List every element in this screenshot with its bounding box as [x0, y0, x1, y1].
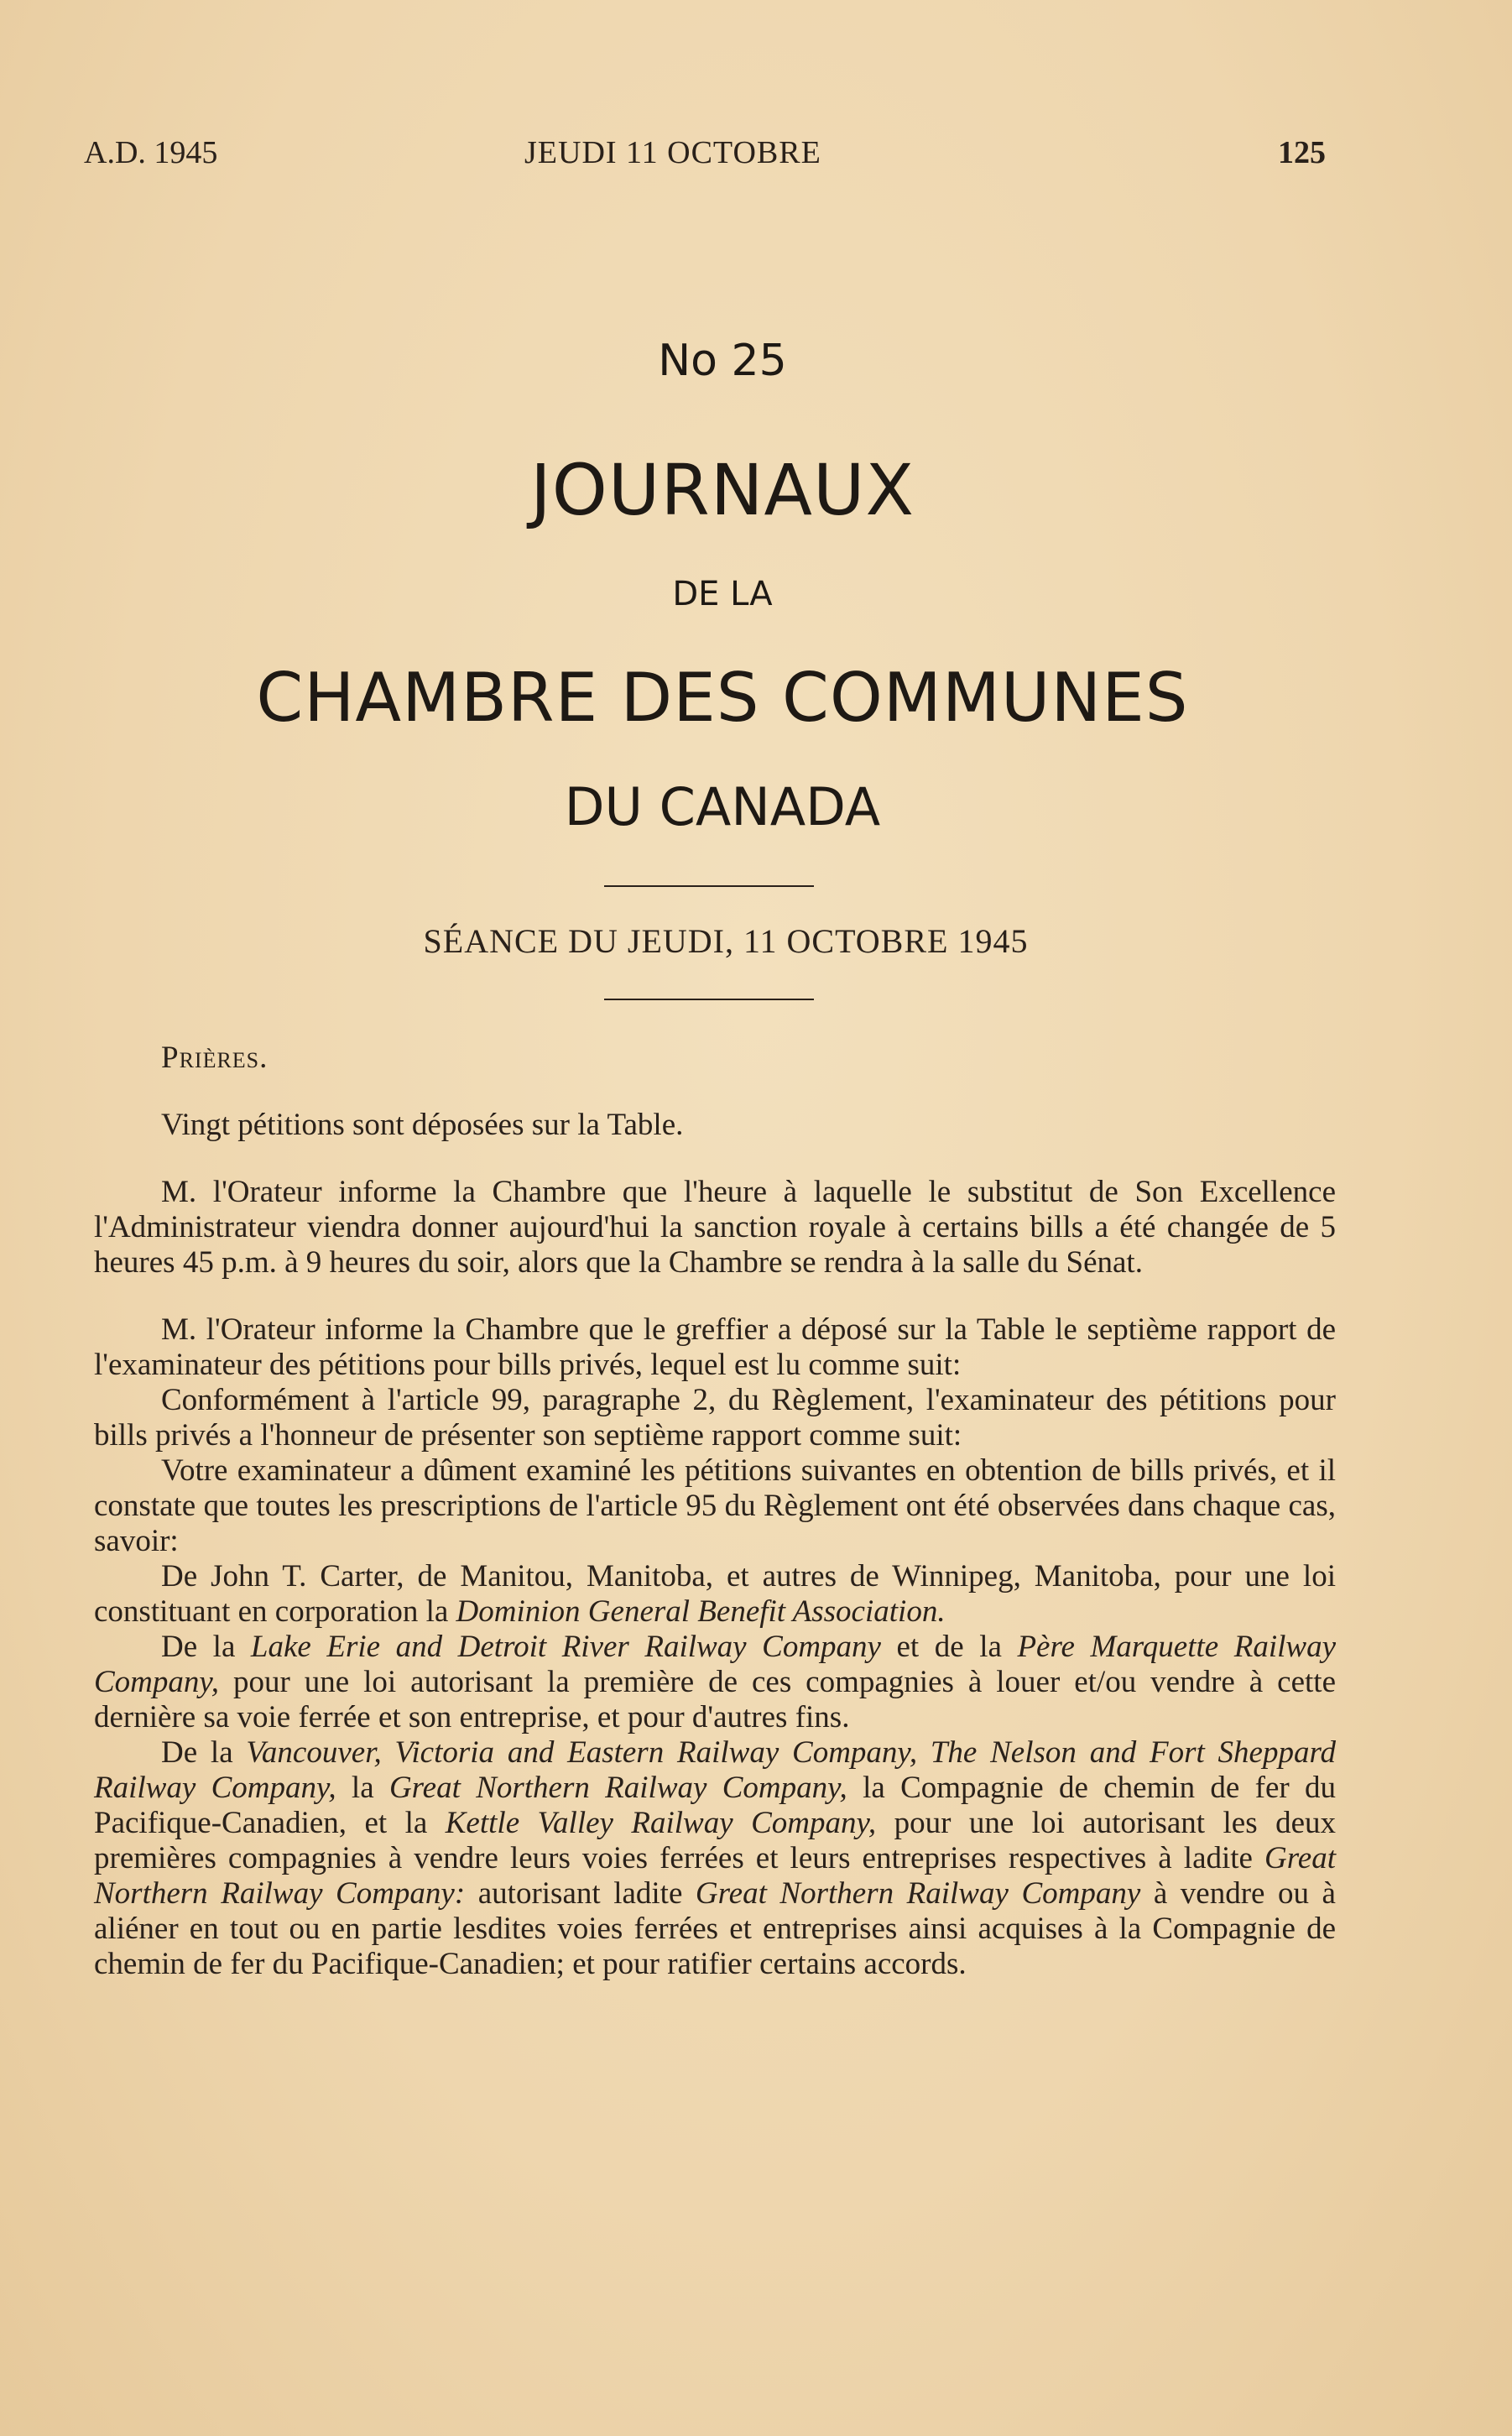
petitions-paragraph: Vingt pétitions sont déposées sur la Table.	[161, 1108, 684, 1142]
report-intro: Conformément à l'article 99, paragraphe 2, du Règlement, l'examinateur des pétitions pour bills privés a l'honneur de présenter son septième rapport comme suit:	[94, 1383, 1336, 1453]
journal-body	[94, 1041, 1336, 1982]
petition-vancouver-text-3: la Compagnie de chemin de fer du Pacifique-Canadien, et la	[94, 1771, 1337, 1840]
petition-lake-erie-text-2: et de la	[880, 1630, 1018, 1664]
petition-vancouver-text-2: la	[336, 1771, 389, 1805]
petition-vancouver-company-5: Great Northern Railway Company	[695, 1876, 1141, 1911]
divider-bottom	[604, 999, 814, 1000]
petition-carter-corporation: Dominion General Benefit Association.	[456, 1594, 946, 1629]
issue-number: No 25	[658, 336, 787, 386]
speaker-announcement-royal-assent: M. l'Orateur informe la Chambre que l'heure à laquelle le substitut de Son Excellence l'Administrateur viendra donner aujourd'hui la sanction royale à certains bills a été changée de 5 heures 45 p.m. à 9 heures du soir, alors que la Chambre se rendra à la salle du Sénat.	[94, 1175, 1336, 1280]
sitting-title: SÉANCE DU JEUDI, 11 OCTOBRE 1945	[423, 922, 1029, 960]
petition-vancouver-text-1: De la	[161, 1735, 247, 1770]
petition-vancouver-text-4: pour une loi autorisant les deux premières compagnies à vendre leurs voies ferrées et leurs entreprises respectives à ladite	[94, 1806, 1336, 1875]
petition-vancouver-company-4: Great Northern Railway Company:	[94, 1841, 1336, 1911]
journal-title: JOURNAUX	[529, 449, 915, 531]
divider-top	[604, 885, 814, 887]
petition-vancouver-text-5: autorisant ladite	[465, 1876, 696, 1911]
title-connector: DE LA	[672, 575, 773, 613]
header-date: JEUDI 11 OCTOBRE	[524, 135, 821, 170]
running-header	[84, 134, 1326, 176]
petition-lake-erie-company-1: Lake Erie and Detroit River Railway Company	[250, 1630, 881, 1664]
petition-vancouver-company-2: Great Northern Railway Company,	[388, 1771, 847, 1805]
petition-vancouver	[94, 1735, 1336, 1982]
petition-carter	[94, 1559, 1336, 1630]
petition-carter-text: De John T. Carter, de Manitou, Manitoba, et autres de Winnipeg, Manitoba, pour une loi constituant en corporation la	[94, 1559, 1336, 1629]
petition-vancouver-company-3: Kettle Valley Railway Company,	[445, 1806, 877, 1840]
petition-lake-erie-text-3: pour une loi autorisant la première de ces compagnies à louer et/ou vendre à cette dernière sa voie ferrée et son entreprise, et pour d'autres fins.	[94, 1665, 1336, 1734]
page-number: 125	[1278, 135, 1326, 170]
petition-vancouver-text-6: à vendre ou à aliéner en tout ou en partie lesdites voies ferrées et entreprises ainsi acquises à la Compagnie de chemin de fer du Pacifique-Canadien; et pour ratifier certains accords.	[94, 1876, 1336, 1981]
speaker-announcement-report: M. l'Orateur informe la Chambre que le greffier a déposé sur la Table le septième rapport de l'examinateur des pétitions pour bills privés, lequel est lu comme suit:	[94, 1312, 1336, 1382]
chamber-name: CHAMBRE DES COMMUNES	[256, 659, 1189, 737]
report-body: Votre examinateur a dûment examiné les pétitions suivantes en obtention de bills privés, et il constate que toutes les prescriptions de l'article 95 du Règlement ont été observées dans chaque cas, savoir:	[94, 1453, 1336, 1558]
prayers-heading: Prières.	[161, 1041, 269, 1075]
petition-vancouver-company-1: Vancouver, Victoria and Eastern Railway Company, The Nelson and Fort Sheppard Railway Company,	[94, 1735, 1336, 1805]
petition-lake-erie-text-1: De la	[161, 1630, 251, 1664]
petition-lake-erie-company-2: Père Marquette Railway Company,	[94, 1630, 1336, 1699]
petition-lake-erie	[94, 1630, 1336, 1735]
header-year: A.D. 1945	[84, 135, 218, 170]
country-name: DU CANADA	[564, 776, 881, 837]
